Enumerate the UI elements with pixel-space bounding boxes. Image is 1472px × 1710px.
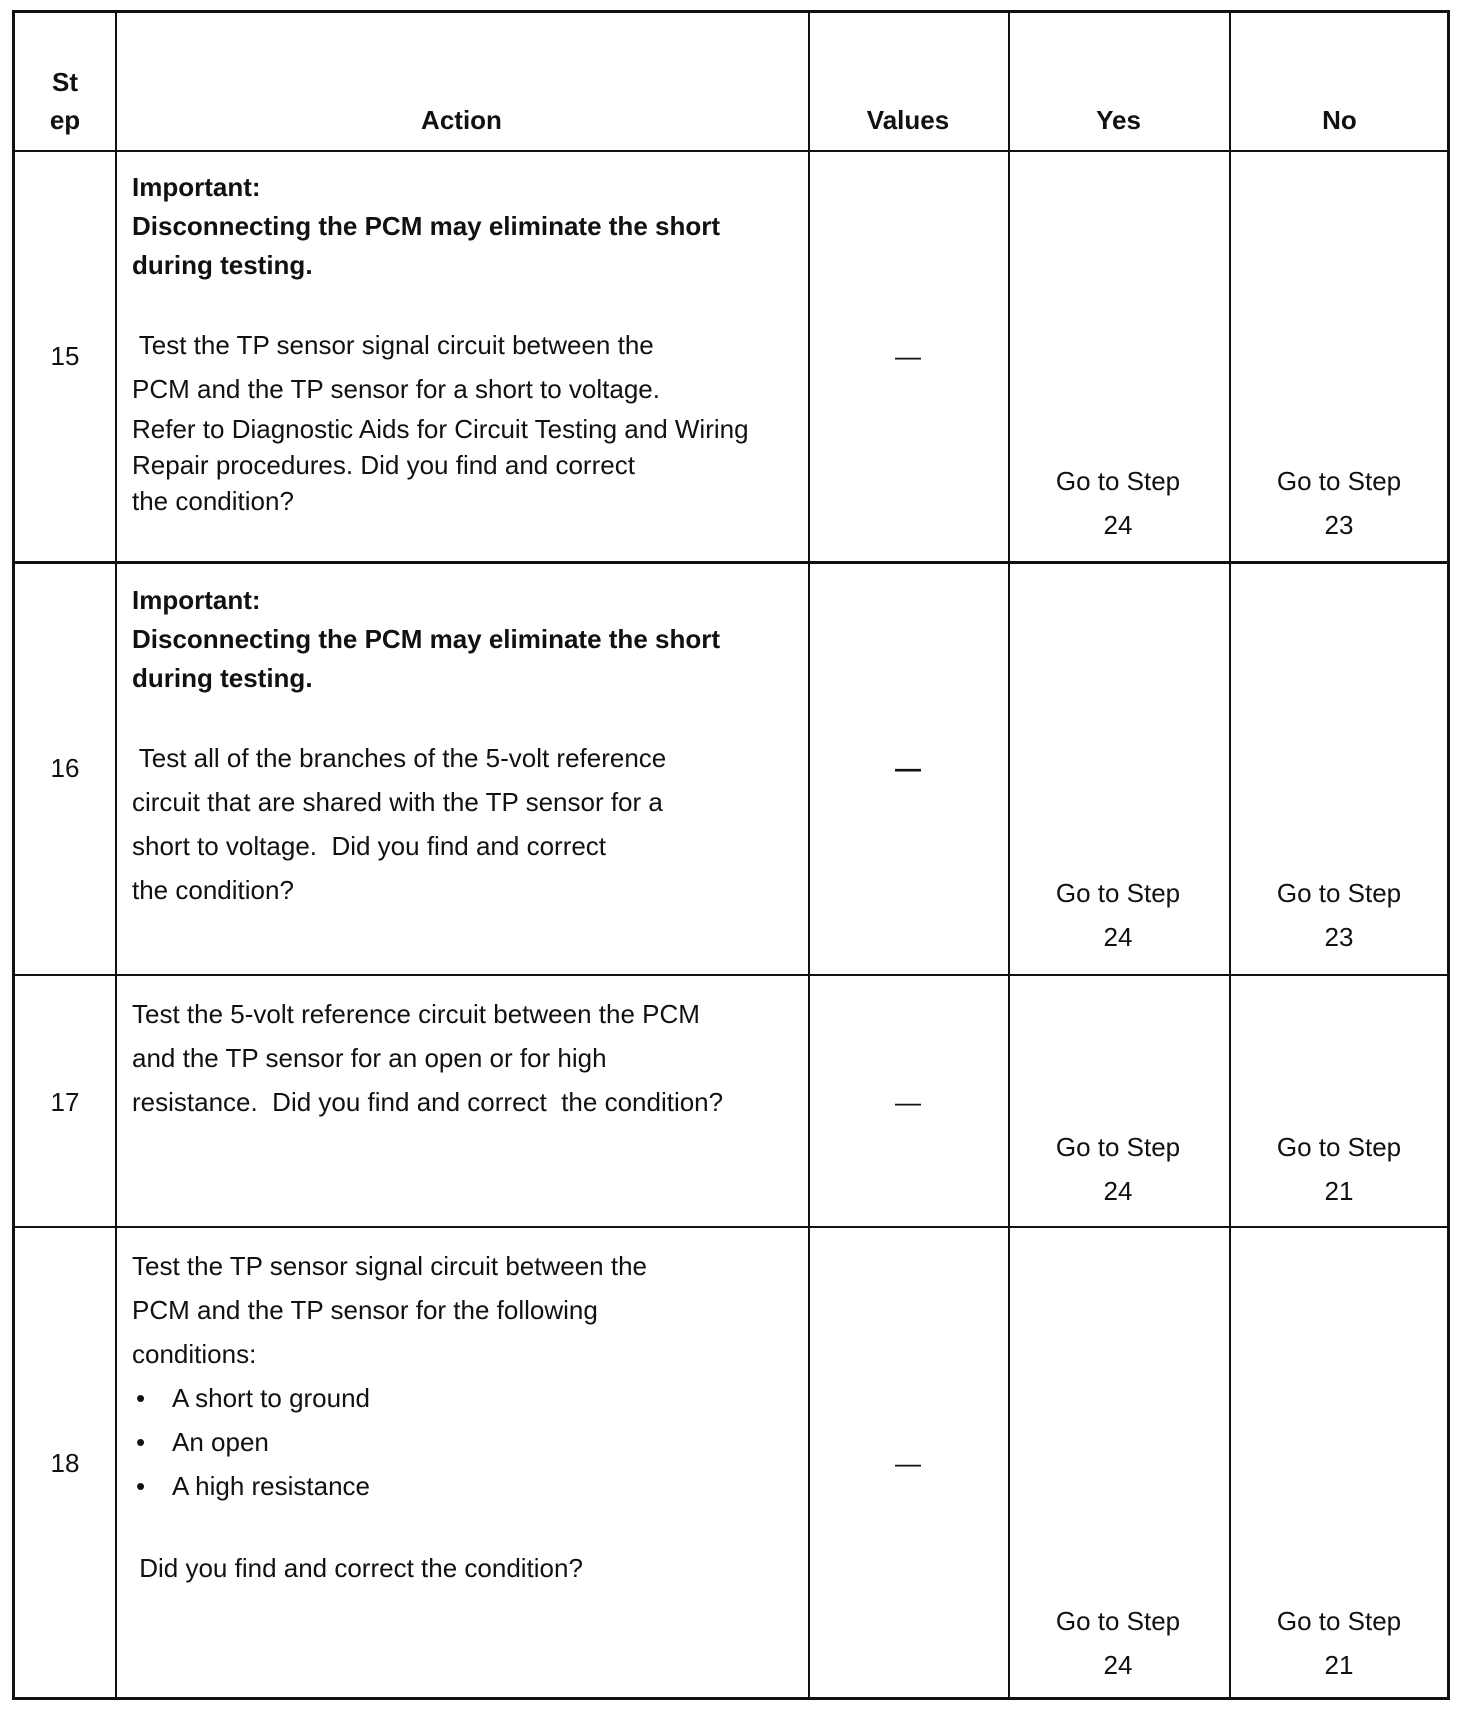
step-number: 16 [50,753,80,783]
go-to-label: Go to Step [1276,466,1402,496]
step-number: 15 [50,341,80,371]
important-label: Important: [132,172,261,202]
value-dash: — [895,341,921,371]
important-text: Disconnecting the PCM may eliminate the short [132,211,720,241]
no-go-to-step [1230,1599,1448,1687]
go-to-label: Go to Step [1276,878,1402,908]
important-label: Important: [132,585,261,615]
step-number: 18 [50,1448,80,1478]
header-no: No [1322,105,1357,135]
action-cell [132,992,812,1124]
column-divider [1229,13,1231,1697]
important-text: during testing. [132,250,313,280]
header-yes: Yes [1096,105,1141,135]
header-values: Values [866,105,950,135]
action-line: Test all of the branches of the 5-volt reference [132,743,667,773]
go-to-step-number: 24 [1103,922,1133,952]
go-to-label: Go to Step [1055,878,1181,908]
action-line: and the TP sensor for an open or for high [132,1043,607,1073]
go-to-label: Go to Step [1055,1606,1181,1636]
action-cell [132,581,812,912]
value-dash: — [895,753,921,783]
action-cell [132,168,812,519]
go-to-step-number: 21 [1324,1176,1354,1206]
column-divider [115,13,117,1697]
yes-go-to-step [1009,1125,1227,1213]
yes-go-to-step [1009,871,1227,959]
action-line: PCM and the TP sensor for a short to voltage. [132,374,660,404]
header-step [15,63,115,139]
no-go-to-step [1230,871,1448,959]
action-line: short to voltage. Did you find and correct [132,831,607,861]
step-number: 17 [50,1087,80,1117]
action-line: Repair procedures. Did you find and correct [132,450,635,480]
go-to-step-number: 24 [1103,1176,1133,1206]
column-divider [1008,13,1010,1697]
important-text: during testing. [132,663,313,693]
action-line: Test the TP sensor signal circuit between the [132,330,654,360]
row-divider [15,561,1447,564]
row-divider [15,1226,1447,1228]
go-to-label: Go to Step [1055,1132,1181,1162]
action-line: Refer to Diagnostic Aids for Circuit Testing and Wiring [132,414,749,444]
go-to-label: Go to Step [1276,1606,1402,1636]
go-to-label: Go to Step [1276,1132,1402,1162]
header-step-line-2: ep [49,105,81,135]
go-to-step-number: 23 [1324,922,1354,952]
action-line: PCM and the TP sensor for the following [132,1295,598,1325]
go-to-step-number: 23 [1324,510,1354,540]
header-step-line-1: St [52,67,78,97]
yes-go-to-step [1009,1599,1227,1687]
list-item: • An open [132,1420,812,1464]
action-line: conditions: [132,1339,257,1369]
list-item: • A short to ground [132,1376,812,1420]
action-line: the condition? [132,875,294,905]
condition-list [132,1376,812,1508]
go-to-label: Go to Step [1055,466,1181,496]
go-to-step-number: 24 [1103,1650,1133,1680]
action-line: the condition? [132,486,294,516]
diagnostic-table [12,10,1450,1700]
header-action: Action [421,105,502,135]
value-dash: — [895,1448,921,1478]
action-line: circuit that are shared with the TP sensor for a [132,787,663,817]
action-cell [132,1244,812,1590]
no-go-to-step [1230,1125,1448,1213]
important-text: Disconnecting the PCM may eliminate the short [132,624,720,654]
yes-go-to-step [1009,459,1227,547]
no-go-to-step [1230,459,1448,547]
row-divider [15,150,1447,152]
row-divider [15,974,1447,976]
go-to-step-number: 24 [1103,510,1133,540]
action-question: Did you find and correct the condition? [132,1553,583,1583]
action-line: resistance. Did you find and correct the condition? [132,1087,724,1117]
value-dash: — [895,1087,921,1117]
action-line: Test the TP sensor signal circuit between the [132,1251,647,1281]
action-line: Test the 5-volt reference circuit between the PCM [132,999,700,1029]
go-to-step-number: 21 [1324,1650,1354,1680]
list-item: • A high resistance [132,1464,812,1508]
